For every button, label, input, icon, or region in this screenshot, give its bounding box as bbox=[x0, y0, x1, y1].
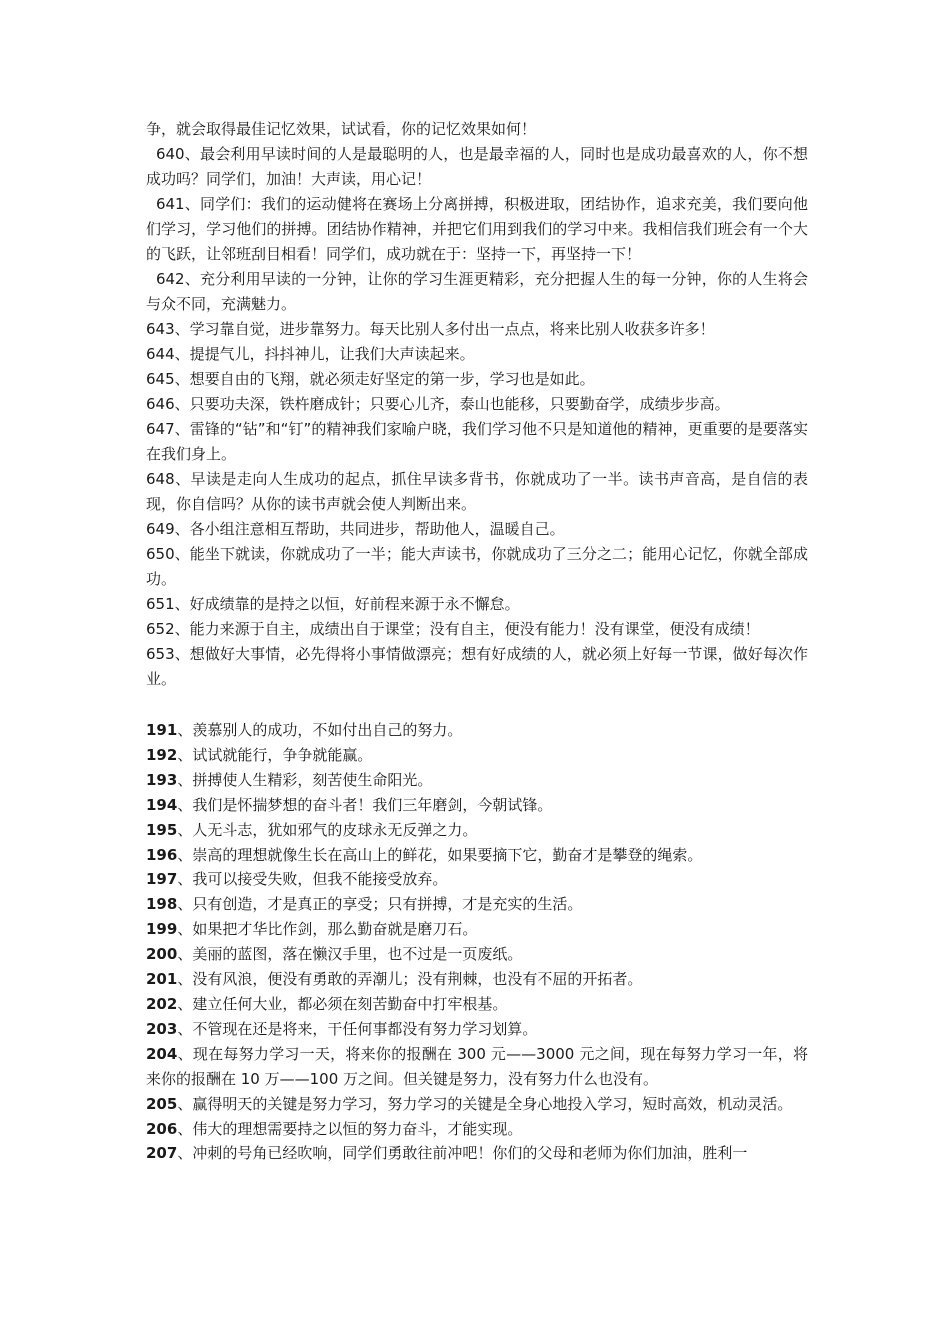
item-text: 、我们是怀揣梦想的奋斗者！我们三年磨剑，今朝试锋。 bbox=[177, 795, 553, 814]
list-item bbox=[146, 768, 808, 793]
item-text: 、伟大的理想需要持之以恒的努力奋斗，才能实现。 bbox=[177, 1119, 523, 1138]
paragraph: 644、提提气儿，抖抖神儿，让我们大声读起来。 bbox=[146, 345, 475, 363]
paragraph: 647、雷锋的“钻”和“钉”的精神我们家喻户晓，我们学习他不只是知道他的精神，更重要的是要落实在我们身上。 bbox=[146, 420, 808, 463]
item-text: 、拼搏使人生精彩，刻苦使生命阳光。 bbox=[177, 770, 433, 789]
document-page bbox=[146, 117, 808, 1166]
paragraph: 643、学习靠自觉，进步靠努力。每天比别人多付出一点点，将来比别人收获多许多！ bbox=[146, 320, 715, 338]
item-number: 195 bbox=[146, 820, 178, 839]
item-text: 、人无斗志，犹如邪气的皮球永无反弹之力。 bbox=[177, 820, 478, 839]
paragraph: 650、能坐下就读，你就成功了一半；能大声读书，你就成功了三分之二；能用心记忆，你就全部成功。 bbox=[146, 545, 808, 588]
list-item bbox=[146, 917, 808, 942]
paragraph: 645、想要自由的飞翔，就必须走好坚定的第一步，学习也是如此。 bbox=[146, 370, 595, 388]
paragraph: 641、同学们：我们的运动健将在赛场上分离拼搏，积极进取，团结协作，追求充美，我们要向他们学习，学习他们的拼搏。团结协作精神，并把它们用到我们的学习中来。我相信我们班会有一个大的飞跃，让邻班刮目相看！同学们，成功就在于：坚持一下，再坚持一下！ bbox=[146, 195, 808, 263]
item-text: 、羡慕别人的成功，不如付出自己的努力。 bbox=[177, 721, 463, 739]
paragraph: 642、充分利用早读的一分钟，让你的学习生涯更精彩，充分把握人生的每一分钟，你的人生将会与众不同，充满魅力。 bbox=[146, 270, 808, 313]
item-text: 、现在每努力学习一天，将来你的报酬在 300 元——3000 元之间，现在每努力学习一年，将来你的报酬在 10 万——100 万之间。但关键是努力，没有努力什么也没有。 bbox=[146, 1044, 808, 1088]
item-text: 、建立任何大业，都必须在刻苦勤奋中打牢根基。 bbox=[177, 994, 508, 1013]
paragraph: 646、只要功夫深，铁杵磨成针；只要心儿齐，泰山也能移，只要勤奋学，成绩步步高。 bbox=[146, 395, 730, 413]
item-text: 、冲刺的号角已经吹响，同学们勇敢往前冲吧！你们的父母和老师为你们加油，胜利一 bbox=[177, 1144, 748, 1163]
item-number: 191 bbox=[146, 721, 178, 739]
list-item bbox=[146, 1092, 808, 1117]
paragraph: 651、好成绩靠的是持之以恒，好前程来源于永不懈怠。 bbox=[146, 595, 520, 613]
list-item bbox=[146, 843, 808, 868]
item-number: 194 bbox=[146, 795, 178, 814]
item-text: 、我可以接受失败，但我不能接受放弃。 bbox=[177, 870, 448, 889]
paragraph: 争，就会取得最佳记忆效果，试试看，你的记忆效果如何！ bbox=[146, 120, 537, 138]
item-text: 、美丽的蓝图，落在懒汉手里，也不过是一页废纸。 bbox=[177, 945, 523, 964]
item-text: 、赢得明天的关键是努力学习，努力学习的关键是全身心地投入学习，短时高效，机动灵活。 bbox=[177, 1094, 793, 1113]
list-item bbox=[146, 743, 808, 768]
section-motivational-quotes bbox=[146, 718, 808, 1166]
item-number: 206 bbox=[146, 1119, 178, 1138]
list-item bbox=[146, 867, 808, 892]
item-number: 201 bbox=[146, 970, 178, 989]
item-text: 、崇高的理想就像生长在高山上的鲜花，如果要摘下它，勤奋才是攀登的绳索。 bbox=[177, 845, 703, 864]
item-number: 207 bbox=[146, 1144, 178, 1163]
item-text: 、试试就能行，争争就能赢。 bbox=[177, 745, 373, 764]
list-item bbox=[146, 892, 808, 917]
item-number: 197 bbox=[146, 870, 178, 889]
item-number: 193 bbox=[146, 770, 178, 789]
list-item bbox=[146, 793, 808, 818]
item-number: 204 bbox=[146, 1044, 178, 1063]
list-item bbox=[146, 818, 808, 843]
item-text: 、没有风浪，便没有勇敢的弄潮儿；没有荆棘，也没有不屈的开拓者。 bbox=[177, 970, 643, 989]
list-item bbox=[146, 992, 808, 1017]
list-item bbox=[146, 1141, 808, 1166]
item-text: 、只有创造，才是真正的享受；只有拼搏，才是充实的生活。 bbox=[177, 895, 583, 914]
list-item bbox=[146, 1042, 808, 1092]
item-number: 199 bbox=[146, 920, 178, 939]
item-number: 198 bbox=[146, 895, 178, 914]
list-item bbox=[146, 1017, 808, 1042]
item-number: 205 bbox=[146, 1094, 178, 1113]
item-text: 、不管现在还是将来，干任何事都没有努力学习划算。 bbox=[177, 1019, 538, 1038]
section-gap bbox=[146, 692, 808, 718]
paragraph: 648、早读是走向人生成功的起点，抓住早读多背书，你就成功了一半。读书声音高，是自信的表现，你自信吗？从你的读书声就会使人判断出来。 bbox=[146, 470, 808, 513]
item-number: 192 bbox=[146, 745, 178, 764]
list-item bbox=[146, 718, 808, 743]
item-text: 、如果把才华比作剑，那么勤奋就是磨刀石。 bbox=[177, 920, 478, 939]
item-number: 200 bbox=[146, 945, 178, 964]
paragraph: 652、能力来源于自主，成绩出自于课堂；没有自主，便没有能力！没有课堂，便没有成绩！ bbox=[146, 620, 760, 638]
paragraph: 653、想做好大事情，必先得将小事情做漂亮；想有好成绩的人，就必须上好每一节课，做好每次作业。 bbox=[146, 645, 808, 688]
item-number: 202 bbox=[146, 994, 178, 1013]
paragraph: 649、各小组注意相互帮助，共同进步，帮助他人，温暖自己。 bbox=[146, 520, 565, 538]
paragraph: 640、最会利用早读时间的人是最聪明的人，也是最幸福的人，同时也是成功最喜欢的人，你不想成功吗？同学们，加油！大声读，用心记！ bbox=[146, 145, 808, 188]
list-item bbox=[146, 942, 808, 967]
section-early-reading-slogans bbox=[146, 117, 808, 692]
list-item bbox=[146, 967, 808, 992]
item-number: 196 bbox=[146, 845, 178, 864]
list-item bbox=[146, 1117, 808, 1142]
item-number: 203 bbox=[146, 1019, 178, 1038]
